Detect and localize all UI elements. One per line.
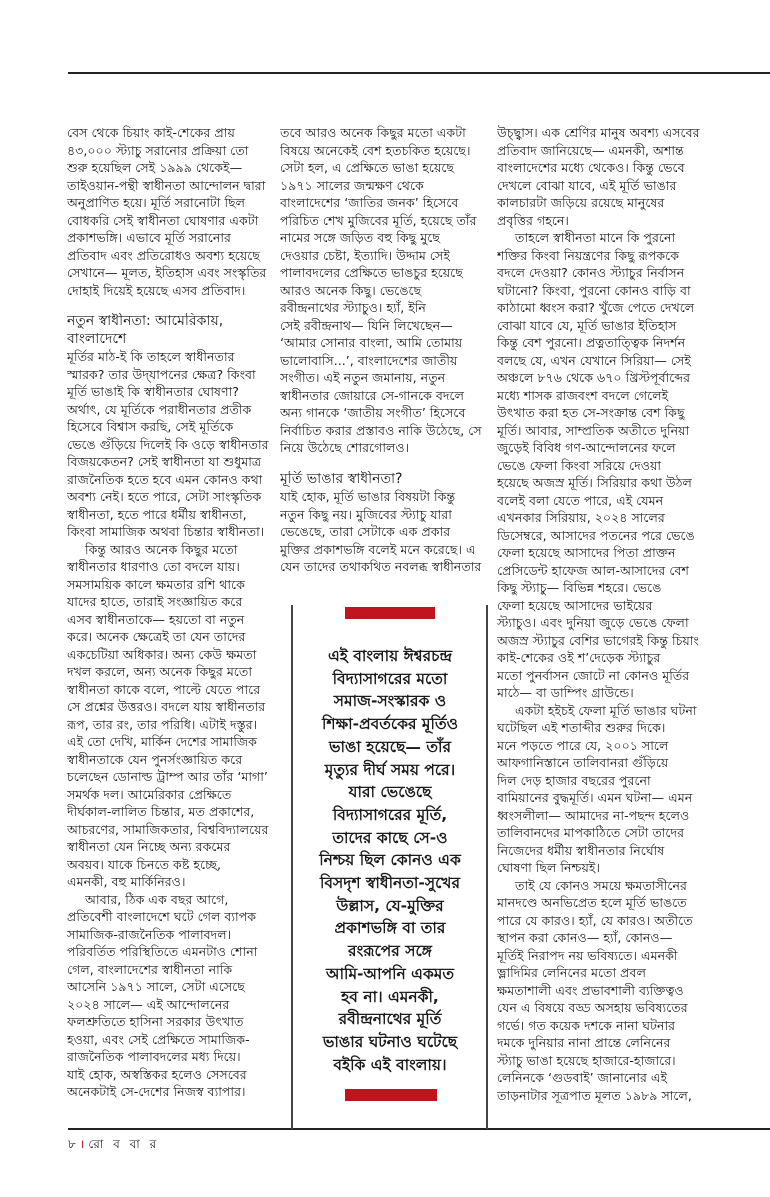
magazine-name: রো ব বা র — [88, 1137, 160, 1151]
page-number: ৮ — [68, 1137, 76, 1151]
article-text-line: তবে আরও অনেক কিছুর মতো একটা — [280, 125, 466, 140]
pull-quote-top-bar — [345, 607, 435, 619]
pull-quote-line: বিদ্যাসাগরের মতো — [332, 669, 448, 688]
article-text-line: স্ট্যাচুও। এবং দুনিয়া জুড়ে ভেঙে ফেলা — [497, 615, 689, 630]
article-text-line: স্বাধীনতার ধারণাও তো বদলে যায়। — [67, 559, 240, 574]
article-text-line: করে। অনেক ক্ষেত্রেই তা যেন তাদের — [67, 629, 246, 644]
section-heading-line: বাংলাদেশে — [67, 330, 127, 347]
article-text-line: উৎখাত করা হত সে-সংক্রান্ত বেশ কিছু — [497, 405, 685, 420]
pull-quote-line: ভাঙার ঘটনাও ঘটেছে — [322, 1032, 458, 1051]
article-text-line: আসেনি ১৯৭১ সালে, সেটা এসেছে — [67, 979, 245, 994]
article-text-line: নির্বাচিত করার প্রস্তাবও নাকি উঠেছে, সে — [280, 422, 482, 438]
pull-quote-right-border — [486, 605, 488, 1129]
top-rule — [68, 72, 770, 74]
article-text-line: মাঠে— বা ডাম্পিং গ্রাউন্ডে। — [497, 685, 634, 700]
article-text-line: ৪৩,০০০ স্ট্যাচু সরানোর প্রক্রিয়া তো — [67, 142, 249, 158]
pull-quote-line: মৃত্যুর দীর্ঘ সময় পরে। — [324, 760, 456, 779]
article-text-line: স্বাধীনতাকে যেন পুনর্সংজ্ঞায়িত করে — [67, 751, 243, 767]
pull-quote-line: বিসদৃশ স্বাধীনতা-সুখের — [319, 874, 461, 893]
article-text-line: তাহলে স্বাধীনতা মানে কি পুরনো — [515, 230, 676, 245]
article-text-line: স্মারক? তার উদ্‌যাপনের ক্ষেত্র? কিংবা — [67, 366, 256, 382]
article-text-line: ঘোষণা ছিল নিশ্চয়ই। — [497, 860, 600, 875]
pull-quote-line: বইকি এই বাংলায়। — [333, 1055, 447, 1074]
article-column-1 — [67, 124, 269, 1101]
article-text-line: স্থাপন করা কোনও— হ্যাঁ, কোনও— — [497, 930, 673, 945]
article-text-line: সামাজিক-রাজনৈতিক পালাবদল। — [67, 926, 232, 942]
article-text-line: ভালোবাসি...’, বাংলাদেশের জাতীয় — [280, 352, 458, 368]
article-text-line: আবার, ঠিক এক বছর আগে, — [85, 891, 229, 907]
article-text-line: বলছে যে, এখন যেখানে সিরিয়া— সেই — [497, 352, 691, 368]
article-text-line: হিসেবে বিশ্বাস করছি, সেই মূর্তিকে — [67, 419, 234, 434]
pull-quote — [294, 645, 486, 1076]
article-text-line: নিজেদের ধর্মীয় স্বাধীনতার নির্ঘোষ — [497, 842, 665, 858]
article-text-line: আচরণের, সামাজিকতার, বিশ্ববিদ্যালয়ের — [67, 821, 269, 837]
article-text-line: দিল দেড় হাজার বছরের পুরনো — [497, 772, 651, 788]
article-text-line: প্রকাশভঙ্গি। এভাবে মূর্তি সরানোর — [67, 230, 231, 245]
article-text-line: অজস্র স্ট্যাচুর বেশির ভাগেরই কিন্তু চিয়াং — [497, 632, 699, 648]
article-text-line: নামের সঙ্গে জড়িত বহু কিছু মুছে — [280, 230, 440, 245]
article-text-line: মধ্যে শাসক রাজবংশ বদলে গেলেই — [497, 387, 669, 403]
article-text-line: একচেটিয়া অধিকার। অন্য কেউ ক্ষমতা — [67, 646, 257, 662]
article-text-line: অনেকটাই সে-দেশের নিজস্ব ব্যাপার। — [67, 1084, 246, 1099]
article-text-line: ঘটানো? কিংবা, পুরনো কোনও বাড়ি বা — [497, 282, 691, 298]
article-text-line: তাই যে কোনও সময়ে ক্ষমতাসীনের — [515, 877, 687, 893]
article-text-line: যেন এ বিষয়ে বড্ড অসহায় ভবিষ্যতের — [497, 1000, 688, 1015]
article-text-line: মূর্তির মাঠ-ই কি তাহলে স্বাধীনতার — [67, 349, 235, 364]
article-text-line: ধ্বংসলীলা— আমাদের না-পছন্দ হলেও — [497, 807, 690, 823]
article-text-line: অন্য গানকে ‘জাতীয় সংগীত’ হিসেবে — [280, 405, 466, 420]
article-text-line: পারে যে কারও। হ্যাঁ, যে কারও। অতীতে — [497, 912, 693, 928]
article-text-line: বিষয়ে অনেকেই বেশ হতচকিত হয়েছে। — [280, 142, 471, 158]
article-text-line: বেস থেকে চিয়াং কাই-শেকের প্রায় — [67, 125, 235, 140]
article-text-line: সংগীত। এই নতুন জমানায়, নতুন — [280, 370, 446, 385]
article-text-line: সে প্রশ্নের উত্তরও। বদলে যায় স্বাধীনতার — [67, 699, 266, 714]
article-text-line: শুরু হয়েছিল সেই ১৯৯৯ থেকেই— — [67, 160, 243, 175]
article-text-line: সেই রবীন্দ্রনাথ— যিনি লিখেছেন— — [280, 317, 453, 333]
article-text-line: আরও অনেক কিছু। ভেঙেছে — [280, 282, 422, 298]
section-heading-line: নতুন স্বাধীনতা: আমেরিকায়, — [67, 313, 224, 329]
article-text-line: তালিবানদের মাপকাঠিতে সেটা তাদের — [497, 825, 685, 840]
article-text-line: অবশ্য নেই। হতে পারে, সেটা সাংস্কৃতিক — [67, 489, 262, 504]
article-text-line: সমর্থক দল। আমেরিকার প্রেক্ষিতে — [67, 786, 232, 802]
article-text-line: ঘটেছিল এই শতাব্দীর শুরুর দিকে। — [497, 720, 666, 735]
pull-quote-line: উল্লাস, যে-মুক্তির — [336, 896, 444, 915]
article-text-line: আফগানিস্তানে তালিবানরা গুঁড়িয়ে — [497, 755, 669, 770]
pull-quote-line: নিশ্চয় ছিল কোনও এক — [319, 851, 461, 870]
article-text-line: রাজনৈতিক পালাবদলের মধ্য দিয়ে। — [67, 1049, 241, 1064]
article-text-line: দীর্ঘকাল-লালিত চিন্তার, মত প্রকাশের, — [67, 804, 255, 819]
article-text-line: স্বাধীনতা, হতে পারে ধর্মীয় স্বাধীনতা, — [67, 506, 247, 522]
article-text-line: হওয়া, এবং সেই প্রেক্ষিতে সামাজিক- — [67, 1031, 250, 1047]
pull-quote-line: তাদের কাছে সে-ও — [332, 828, 448, 847]
article-text-line: কাই-শেকের ওই শ’দেড়েক স্ট্যাচুর — [497, 650, 661, 665]
article-text-line: মূর্তি ভাঙাই কি স্বাধীনতার ঘোষণা? — [67, 384, 239, 399]
article-text-line: যাদের হাতে, তারাই সংজ্ঞায়িত করে — [67, 594, 243, 609]
article-text-line: ‘আমার সোনার বাংলা, আমি তোমায় — [280, 335, 463, 350]
article-text-line: শক্তির কিংবা নিয়ন্ত্রণের কিছু রূপককে — [497, 247, 680, 263]
pull-quote-line: প্রকাশভঙ্গি বা তার — [334, 919, 446, 938]
article-text-line: ভেঙেছে, তারা সেটাকে এক প্রকার — [280, 524, 451, 539]
article-text-line: স্বাধীনতার জোয়ারে সে-গানকে বদলে — [280, 387, 464, 403]
pull-quote-left-border — [291, 605, 293, 1129]
pull-quote-line: সমাজ-সংস্কারক ও — [333, 692, 447, 711]
article-text-line: বাংলাদেশের মধ্যে থেকেও। কিন্তু ভেবে — [497, 160, 685, 175]
section-heading-line: মূর্তি ভাঙার স্বাধীনতা? — [280, 470, 403, 487]
article-text-line: ডিসেম্বরে, আসাদের পতনের পরে ভেঙে — [497, 527, 695, 543]
article-text-line: অর্থাৎ, যে মূর্তিকে পরাধীনতার প্রতীক — [67, 401, 252, 417]
article-text-line: উচ্ছ্বাস। এক শ্রেণির মানুষ অবশ্য এসবের — [497, 125, 700, 140]
article-text-line: প্রতিবাদ জানিয়েছে— এমনকী, অশান্ত — [497, 142, 684, 158]
article-text-line: দখল করলে, অন্য অনেক কিছুর মতো — [67, 664, 252, 679]
article-text-line: কিছু স্ট্যাচু— বিভিন্ন শহরে। ভেঙে — [497, 580, 662, 595]
article-text-line: তাইওয়ান-পন্থী স্বাধীনতা আন্দোলন দ্বারা — [67, 177, 266, 193]
pull-quote-line: হব না। এমনকী, — [341, 987, 439, 1006]
article-text-line: কিন্তু বেশ পুরনো। প্রত্নতাত্ত্বিক নিদর্শন — [497, 335, 686, 350]
bottom-rule — [68, 1128, 770, 1130]
article-text-line: তাড়নাটার সূত্রপাত মূলত ১৯৮৯ সালে, — [497, 1087, 692, 1103]
article-column-2 — [280, 124, 486, 576]
article-text-line: ভেঙে গুঁড়িয়ে দিলেই কি ওড়ে স্বাধীনতার — [67, 436, 269, 452]
article-text-line: জুড়েই বিবিধ গণ-আন্দোলনের ফলে — [497, 440, 676, 455]
pull-quote-line: বিদ্যাসাগরের মূর্তি, — [332, 805, 448, 824]
article-text-line: প্রতিবেশী বাংলাদেশে ঘটে গেল ব্যাপক — [67, 909, 257, 924]
article-text-line: মূর্তি। আবার, সাম্প্রতিক অতীতে দুনিয়া — [497, 422, 690, 438]
article-text-line: যাই হোক, মূর্তি ভাঙার বিষয়টা কিন্তু — [280, 489, 456, 504]
article-text-line: বদলে দেওয়া? কোনও স্ট্যাচুর নির্বাসন — [497, 265, 685, 280]
pull-quote-line: ভাঙা হয়েছে— তাঁর — [329, 737, 451, 756]
article-text-line: এই তো দেখি, মার্কিন দেশের সামাজিক — [67, 734, 257, 749]
article-text-line: প্রবৃত্তির গহনে। — [497, 212, 569, 228]
article-text-line: মনে পড়তে পারে যে, ২০০১ সালে — [497, 737, 669, 753]
article-text-line: সমসাময়িক কালে ক্ষমতার রশি থাকে — [67, 576, 245, 592]
article-text-line: এখনকার সিরিয়ায়, ২০২৪ সালের — [497, 510, 665, 525]
article-text-line: ফেলা হয়েছে আসাদের পিতা প্রাক্তন — [497, 545, 676, 560]
article-text-line: সেটা হল, এ প্রেক্ষিতে ভাঙা হয়েছে — [280, 160, 455, 175]
pull-quote-line: আমি-আপনি একমত — [325, 964, 455, 983]
article-text-line: স্ট্যাচু ভাঙা হয়েছে হাজারে-হাজারে। — [497, 1052, 676, 1068]
article-text-line: অবয়ব। যাকে চিনতে কষ্ট হচ্ছে, — [67, 856, 222, 872]
article-column-3 — [497, 124, 711, 1104]
article-text-line: এমনকী, বহু মার্কিনিরও। — [67, 874, 186, 889]
pull-quote-line: রবীন্দ্রনাথের মূর্তি — [338, 1010, 442, 1029]
article-text-line: রাজনৈতিক হতে হবে এমন কোনও কথা — [67, 471, 263, 487]
article-text-line: একটা হইচই ফেলা মূর্তি ভাঙার ঘটনা — [515, 702, 697, 718]
footer-separator: । — [79, 1137, 85, 1151]
article-text-line: অঞ্চলে ৮৭৬ থেকে ৬৭০ খ্রিস্টপূর্বাব্দের — [497, 370, 691, 385]
article-text-line: দেওয়ার চেষ্টা, ইত্যাদি। উদ্দাম সেই — [280, 247, 450, 263]
article-text-line: ফলশ্রুতিতে হাসিনা সরকার উৎখাত — [67, 1014, 244, 1029]
article-text-line: ক্ষমতাশালী এবং প্রভাবশালী ব্যক্তিত্বও — [497, 982, 684, 998]
article-text-line: রবীন্দ্রনাথের স্ট্যাচুও। হ্যাঁ, ইনি — [280, 300, 426, 315]
article-text-line: নতুন কিছু নয়। মুজিবের স্ট্যাচু যারা — [280, 506, 452, 522]
article-text-line: ১৯৭১ সালের জন্মক্ষণ থেকে — [280, 177, 424, 193]
article-text-line: মুক্তির প্রকাশভঙ্গি বলেই মনে করেছে। এ — [280, 541, 476, 557]
article-text-line: চলেছেন ডোনাল্ড ট্রাম্প আর তাঁর ‘মাগা’ — [67, 769, 268, 784]
article-text-line: কিংবা সামাজিক অথবা চিন্তার স্বাধীনতা। — [67, 524, 265, 539]
pull-quote-line: এই বাংলায় ঈশ্বরচন্দ্র — [327, 647, 452, 665]
article-text-line: মানদণ্ডে অনভিপ্রেত হলে মূর্তি ভাঙতে — [497, 895, 687, 910]
article-text-line: পরিচিত শেখ মুজিবের মূর্তি, হয়েছে তাঁর — [280, 212, 477, 228]
article-text-line: বিজয়কেতন? সেই স্বাধীনতা যা শুধুমাত্র — [67, 454, 262, 469]
article-text-line: কালচারটা জড়িয়ে রয়েছে মানুষের — [497, 195, 665, 210]
article-text-line: স্বাধীনতা যেন নিচ্ছে অন্য রকমের — [67, 839, 231, 854]
article-text-line: ভেঙে ফেলা কিংবা সরিয়ে দেওয়া — [497, 457, 662, 473]
article-text-line: লেনিনকে ‘গুডবাই’ জানানোর এই — [497, 1070, 668, 1085]
article-text-line: গর্ভে। গত কয়েক দশকে নানা ঘটনার — [497, 1017, 676, 1033]
article-text-line: ২০২৪ সালে— এই আন্দোলনের — [67, 996, 230, 1012]
article-text-line: অনুপ্রাণিত হয়ে। মূর্তি সরানোটা ছিল — [67, 195, 246, 210]
article-text-line: বোধকরি সেই স্বাধীনতা ঘোষণার একটা — [67, 212, 259, 228]
article-text-line: প্রেসিডেন্ট হাফেজ আল-আসাদের বেশ — [497, 562, 689, 578]
article-text-line: দোহাই দিয়েই হয়েছে এসব প্রতিবাদ। — [67, 282, 246, 298]
article-text-line: পরিবর্তিত পরিস্থিতিতে এমনটাও শোনা — [67, 944, 258, 959]
page-footer — [68, 1135, 159, 1156]
pull-quote-line: যারা ভেঙেছে — [348, 783, 432, 802]
article-text-line: গেল, বাংলাদেশের স্বাধীনতা নাকি — [67, 961, 233, 977]
article-text-line: সেখানে— মূলত, ইতিহাস এবং সংস্কৃতির — [67, 265, 267, 280]
pull-quote-bottom-bar — [345, 1089, 437, 1101]
article-text-line: দেখলে বোঝা যাবে, এই মূর্তি ভাঙার — [497, 177, 677, 193]
pull-quote-line: শিক্ষা-প্রবর্তকের মূর্তিও — [322, 715, 458, 734]
pull-quote-line: রংরূপের সঙ্গে — [348, 942, 432, 961]
article-text-line: বাংলাদেশের ‘জাতির জনক’ হিসেবে — [280, 195, 459, 210]
article-text-line: বলেই বলা যেতে পারে, এই যেমন — [497, 492, 664, 508]
article-text-line: এসব স্বাধীনতাকে— হয়তো বা নতুন — [67, 611, 245, 627]
article-text-line: মূর্তিই নিরাপদ নয় ভবিষ্যতে। এমনকী — [497, 947, 678, 963]
article-text-line: বোঝা যাবে যে, মূর্তি ভাঙার ইতিহাস — [497, 317, 677, 333]
article-text-line: কিন্তু আরও অনেক কিছুর মতো — [85, 541, 238, 557]
article-text-line: যাই হোক, অস্বস্তিকর হলেও সেসবের — [67, 1066, 247, 1082]
article-text-line: মতো পুনর্বাসন জোটে না কোনও মূর্তির — [497, 667, 690, 683]
article-text-line: নিয়ে উঠেছে শোরগোলও। — [280, 440, 410, 455]
article-text-line: প্রতিবাদ এবং প্রতিরোধও অবশ্য হয়েছে — [67, 247, 260, 263]
article-text-line: পালাবদলের প্রেক্ষিতে ভাঙচুর হয়েছে — [280, 265, 463, 280]
article-text-line: কাঠামো ধ্বংস করা? খুঁজে পেতে দেখলে — [497, 300, 695, 315]
article-text-line: হয়েছে অজস্র মূর্তি। সিরিয়ার কথা উঠল — [497, 475, 692, 490]
article-text-line: দমকে দুনিয়ার নানা প্রান্তে লেনিনের — [497, 1035, 671, 1050]
article-text-line: ভ্লাদিমির লেনিনের মতো প্রবল — [497, 965, 646, 980]
article-text-line: যেন তাদের তথাকথিত নবলব্ধ স্বাধীনতার — [280, 559, 482, 574]
article-text-line: বামিয়ানের বুদ্ধমূর্তি। এমন ঘটনা— এমন — [497, 790, 693, 805]
article-text-line: স্বাধীনতা কাকে বলে, পাল্টে যেতে পারে — [67, 681, 261, 697]
article-text-line: ফেলা হয়েছে আসাদের ভাইয়ের — [497, 597, 653, 613]
article-text-line: রূপ, তার রং, তার পরিধি। এটাই দস্তুর। — [67, 716, 258, 732]
